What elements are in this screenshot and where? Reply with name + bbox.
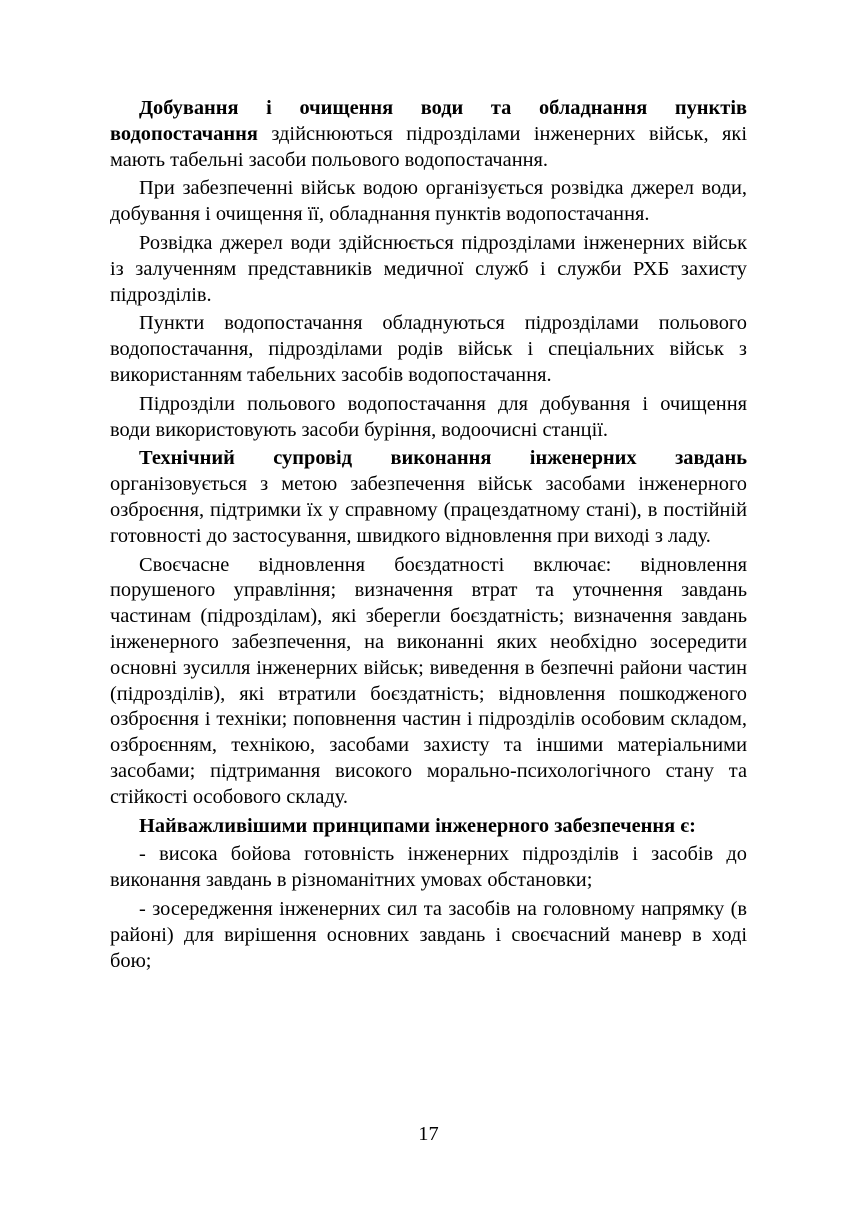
paragraph-water-extraction xyxy=(110,96,747,173)
list-item-text: - зосередження інженерних сил та засобів на головному напрямку (в районі) для вирішення основних завдань і своєчасний маневр в ході бою; xyxy=(110,897,747,972)
list-item-text: - висока бойова готовність інженерних підрозділів і засобів до виконання завдань в різноманітних умовах обстановки; xyxy=(110,843,747,892)
paragraph-water-source-reconnaissance xyxy=(110,231,747,308)
paragraph-water-points xyxy=(110,311,747,388)
paragraph-combat-readiness-restoration xyxy=(110,553,747,811)
paragraph-lead: Найважливішими принципами інженерного забезпечення є: xyxy=(139,814,696,837)
paragraph-principles-heading xyxy=(110,814,747,840)
paragraph-text: Розвідка джерел води здійснюється підрозділами інженерних військ із залученням представників медичної служб і служби РХБ захисту підрозділів. xyxy=(110,231,747,306)
paragraph-lead: Добування і очищення води та обладнання пунктів водопостачання xyxy=(110,97,747,145)
paragraph-text: Пункти водопостачання обладнуються підрозділами польового водопостачання, підрозділами родів військ і спеціальних військ з використанням табельних засобів водопостачання. xyxy=(110,312,747,386)
paragraph-water-supply-organization xyxy=(110,176,747,228)
list-item-readiness xyxy=(110,842,747,894)
paragraph-text: При забезпеченні військ водою організується розвідка джерел води, добування і очищення її, обладнання пунктів водопостачання. xyxy=(110,177,747,226)
list-item-concentration xyxy=(110,897,747,974)
paragraph-field-water-units xyxy=(110,392,747,444)
paragraph-lead: Технічний супровід виконання інженерних завдань xyxy=(139,447,747,470)
document-page xyxy=(110,96,747,977)
paragraph-text: Своєчасне відновлення боєздатності включає: відновлення порушеного управління; визначення втрат та уточнення завдань частинам (підрозділам), які зберегли боєздатність; визначення завдань інженерного забезпечення, на виконанні яких необхідно зосередити основні зусилля інженерних військ; виведення в безпечні райони частин (підрозділів), які втратили боєздатність; відновлення пошкодженого озброєння і техніки; поповнення частин і підрозділів особовим складом, озброєнням, технікою, засобами захисту та іншими матеріальними засобами; підтримання високого морально-психологічного стану та стійкості особового складу. xyxy=(110,553,747,808)
paragraph-technical-support xyxy=(110,446,747,549)
paragraph-text: Підрозділи польового водопостачання для добування і очищення води використовують засоби буріння, водоочисні станції. xyxy=(110,392,747,441)
paragraph-text: здійснюються підрозділами інженерних військ, які мають табельні засоби польового водопостачання. xyxy=(110,122,747,171)
paragraph-text: організовується з метою забезпечення військ засобами інженерного озброєння, підтримки їх у справному (працездатному стані), в постійній готовності до застосування, швидкого відновлення при виході з ладу. xyxy=(110,473,747,547)
page-number: 17 xyxy=(418,1123,439,1145)
